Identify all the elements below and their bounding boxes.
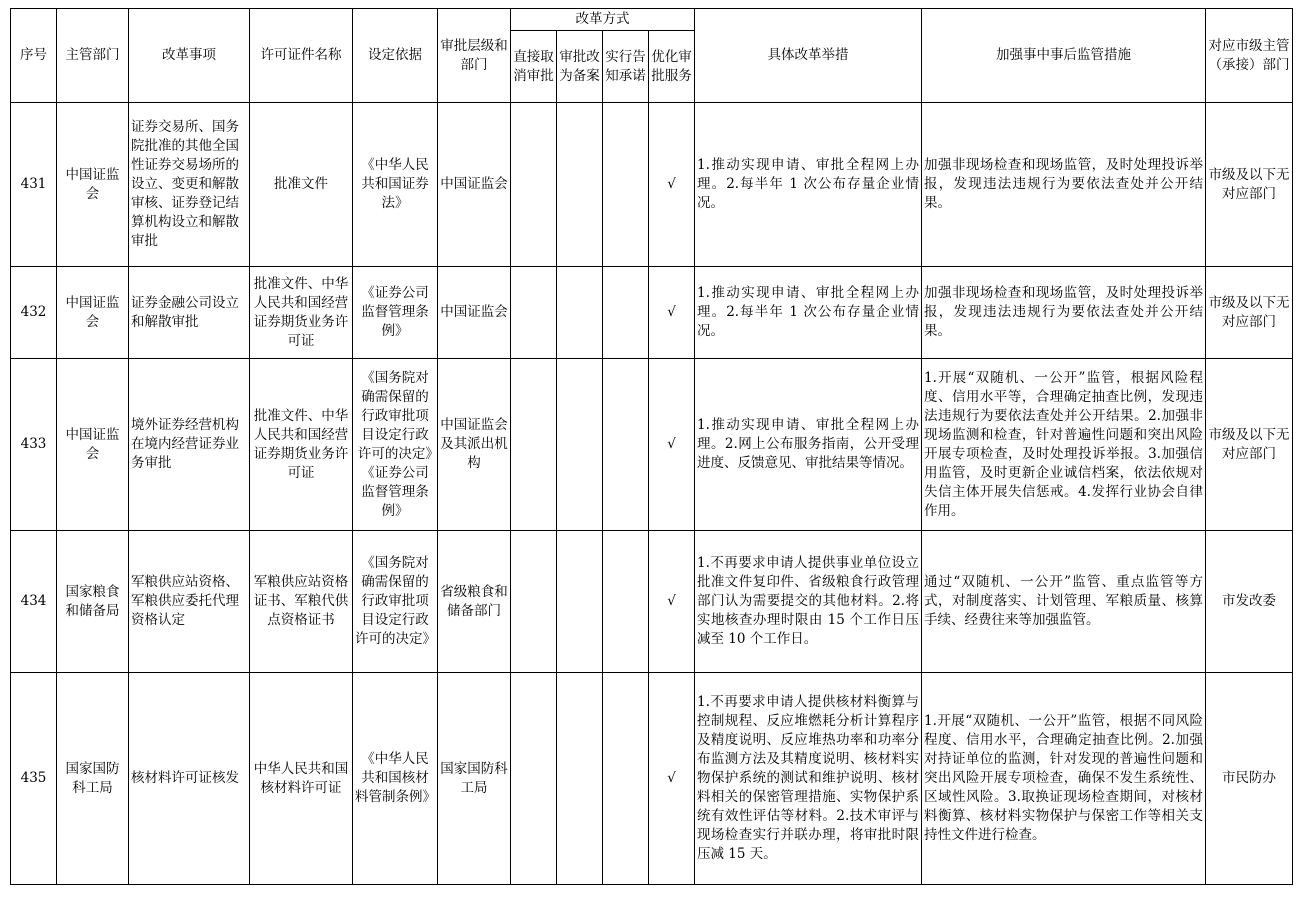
- cell-measures: 1.推动实现申请、审批全程网上办理。2.每半年 1 次公布存量企业情况。: [695, 103, 922, 267]
- cell-license: 批准文件、中华人民共和国经营证券期货业务许可证: [250, 267, 353, 359]
- header-reform-group: 改革方式: [511, 9, 695, 31]
- header-level: 审批层级和部门: [438, 9, 511, 103]
- cell-level: 中国证监会: [438, 103, 511, 267]
- header-optimize: 优化审批服务: [649, 31, 695, 103]
- cell-supervision: 通过“双随机、一公开”监管、重点监管等方式，对制度落实、计划管理、军粮质量、核算手续、经费往来等加强监管。: [922, 531, 1206, 673]
- cell-dept: 中国证监会: [57, 359, 129, 531]
- cell-to-filing: [557, 673, 603, 885]
- cell-level: 国家国防科工局: [438, 673, 511, 885]
- header-measures: 具体改革举措: [695, 9, 922, 103]
- reform-table: [10, 8, 1293, 885]
- cell-supervision: 1.开展“双随机、一公开”监管，根据不同风险程度、信用水平，合理确定抽查比例。2.加强对持证单位的监测，针对发现的普遍性问题和突出风险开展专项检查，确保不发生系统性、区域性风险。3.取换证现场检查期间，对核材料衡算、核材料实物保护与保密工作等相关支持性文件进行检查。: [922, 673, 1206, 885]
- cell-seq: 431: [11, 103, 57, 267]
- cell-notify-commit: [603, 531, 649, 673]
- cell-measures: 1.推动实现申请、审批全程网上办理。2.网上公布服务指南，公开受理进度、反馈意见、审批结果等情况。: [695, 359, 922, 531]
- cell-license: 批准文件、中华人民共和国经营证券期货业务许可证: [250, 359, 353, 531]
- header-dept: 主管部门: [57, 9, 129, 103]
- cell-city-dept: 市发改委: [1206, 531, 1293, 673]
- cell-to-filing: [557, 531, 603, 673]
- cell-item: 军粮供应站资格、军粮供应委托代理资格认定: [129, 531, 250, 673]
- cell-level: 省级粮食和储备部门: [438, 531, 511, 673]
- cell-seq: 434: [11, 531, 57, 673]
- cell-optimize-check: √: [649, 531, 695, 673]
- cell-supervision: 加强非现场检查和现场监管，及时处理投诉举报，发现违法违规行为要依法查处并公开结果。: [922, 267, 1206, 359]
- cell-basis: 《中华人民共和国核材料管制条例》: [353, 673, 438, 885]
- cell-item: 境外证券经营机构在境内经营证券业务审批: [129, 359, 250, 531]
- cell-to-filing: [557, 267, 603, 359]
- cell-direct-cancel: [511, 103, 557, 267]
- cell-notify-commit: [603, 359, 649, 531]
- cell-measures: 1.不再要求申请人提供核材料衡算与控制规程、反应堆燃耗分析计算程序及精度说明、反应堆热功率和功率分布监测方法及其精度说明、核材料实物保护系统的测试和维护说明、核材料相关的保密管理措施、实物保护系统有效性评估等材料。2.技术审评与现场检查实行并联办理，将审批时限压减 15 天。: [695, 673, 922, 885]
- cell-to-filing: [557, 359, 603, 531]
- cell-city-dept: 市级及以下无对应部门: [1206, 359, 1293, 531]
- cell-notify-commit: [603, 673, 649, 885]
- table-row: [11, 531, 1293, 673]
- cell-license: 中华人民共和国核材料许可证: [250, 673, 353, 885]
- cell-item: 证券交易所、国务院批准的其他全国性证券交易场所的设立、变更和解散审核、证券登记结算机构设立和解散审批: [129, 103, 250, 267]
- cell-notify-commit: [603, 267, 649, 359]
- header-supervision: 加强事中事后监管措施: [922, 9, 1206, 103]
- table-row: [11, 103, 1293, 267]
- cell-license: 批准文件: [250, 103, 353, 267]
- cell-basis: 《证券公司监督管理条例》: [353, 267, 438, 359]
- header-direct-cancel: 直接取消审批: [511, 31, 557, 103]
- cell-supervision: 加强非现场检查和现场监管，及时处理投诉举报，发现违法违规行为要依法查处并公开结果。: [922, 103, 1206, 267]
- cell-direct-cancel: [511, 267, 557, 359]
- cell-direct-cancel: [511, 359, 557, 531]
- cell-direct-cancel: [511, 673, 557, 885]
- cell-seq: 433: [11, 359, 57, 531]
- header-license: 许可证件名称: [250, 9, 353, 103]
- header-notify-commit: 实行告知承诺: [603, 31, 649, 103]
- cell-supervision: 1.开展“双随机、一公开”监管，根据风险程度、信用水平等，合理确定抽查比例，发现违法违规行为要依法查处并公开结果。2.加强非现场监测和检查，针对普遍性问题和突出风险开展专项检查，及时处理投诉举报。3.加强信用监管，及时更新企业诚信档案，依法依规对失信主体开展失信惩戒。4.发挥行业协会自律作用。: [922, 359, 1206, 531]
- cell-level: 中国证监会及其派出机构: [438, 359, 511, 531]
- cell-notify-commit: [603, 103, 649, 267]
- cell-item: 证券金融公司设立和解散审批: [129, 267, 250, 359]
- cell-optimize-check: √: [649, 359, 695, 531]
- cell-measures: 1.推动实现申请、审批全程网上办理。2.每半年 1 次公布存量企业情况。: [695, 267, 922, 359]
- cell-dept: 中国证监会: [57, 103, 129, 267]
- cell-dept: 国家国防科工局: [57, 673, 129, 885]
- cell-seq: 432: [11, 267, 57, 359]
- cell-basis: 《中华人民共和国证券法》: [353, 103, 438, 267]
- cell-basis: 《国务院对确需保留的行政审批项目设定行政许可的决定》《证券公司监督管理条例》: [353, 359, 438, 531]
- cell-direct-cancel: [511, 531, 557, 673]
- cell-city-dept: 市民防办: [1206, 673, 1293, 885]
- table-row: [11, 673, 1293, 885]
- cell-item: 核材料许可证核发: [129, 673, 250, 885]
- header-item: 改革事项: [129, 9, 250, 103]
- header-basis: 设定依据: [353, 9, 438, 103]
- cell-dept: 中国证监会: [57, 267, 129, 359]
- cell-measures: 1.不再要求申请人提供事业单位设立批准文件复印件、省级粮食行政管理部门认为需要提交的其他材料。2.将实地核查办理时限由 15 个工作日压减至 10 个工作日。: [695, 531, 922, 673]
- cell-seq: 435: [11, 673, 57, 885]
- cell-basis: 《国务院对确需保留的行政审批项目设定行政许可的决定》: [353, 531, 438, 673]
- cell-optimize-check: √: [649, 267, 695, 359]
- table-row: [11, 267, 1293, 359]
- cell-city-dept: 市级及以下无对应部门: [1206, 267, 1293, 359]
- cell-level: 中国证监会: [438, 267, 511, 359]
- table-row: [11, 359, 1293, 531]
- cell-to-filing: [557, 103, 603, 267]
- cell-license: 军粮供应站资格证书、军粮代供点资格证书: [250, 531, 353, 673]
- cell-dept: 国家粮食和储备局: [57, 531, 129, 673]
- header-to-filing: 审批改为备案: [557, 31, 603, 103]
- cell-optimize-check: √: [649, 673, 695, 885]
- header-seq: 序号: [11, 9, 57, 103]
- cell-optimize-check: √: [649, 103, 695, 267]
- header-city-dept: 对应市级主管（承接）部门: [1206, 9, 1293, 103]
- cell-city-dept: 市级及以下无对应部门: [1206, 103, 1293, 267]
